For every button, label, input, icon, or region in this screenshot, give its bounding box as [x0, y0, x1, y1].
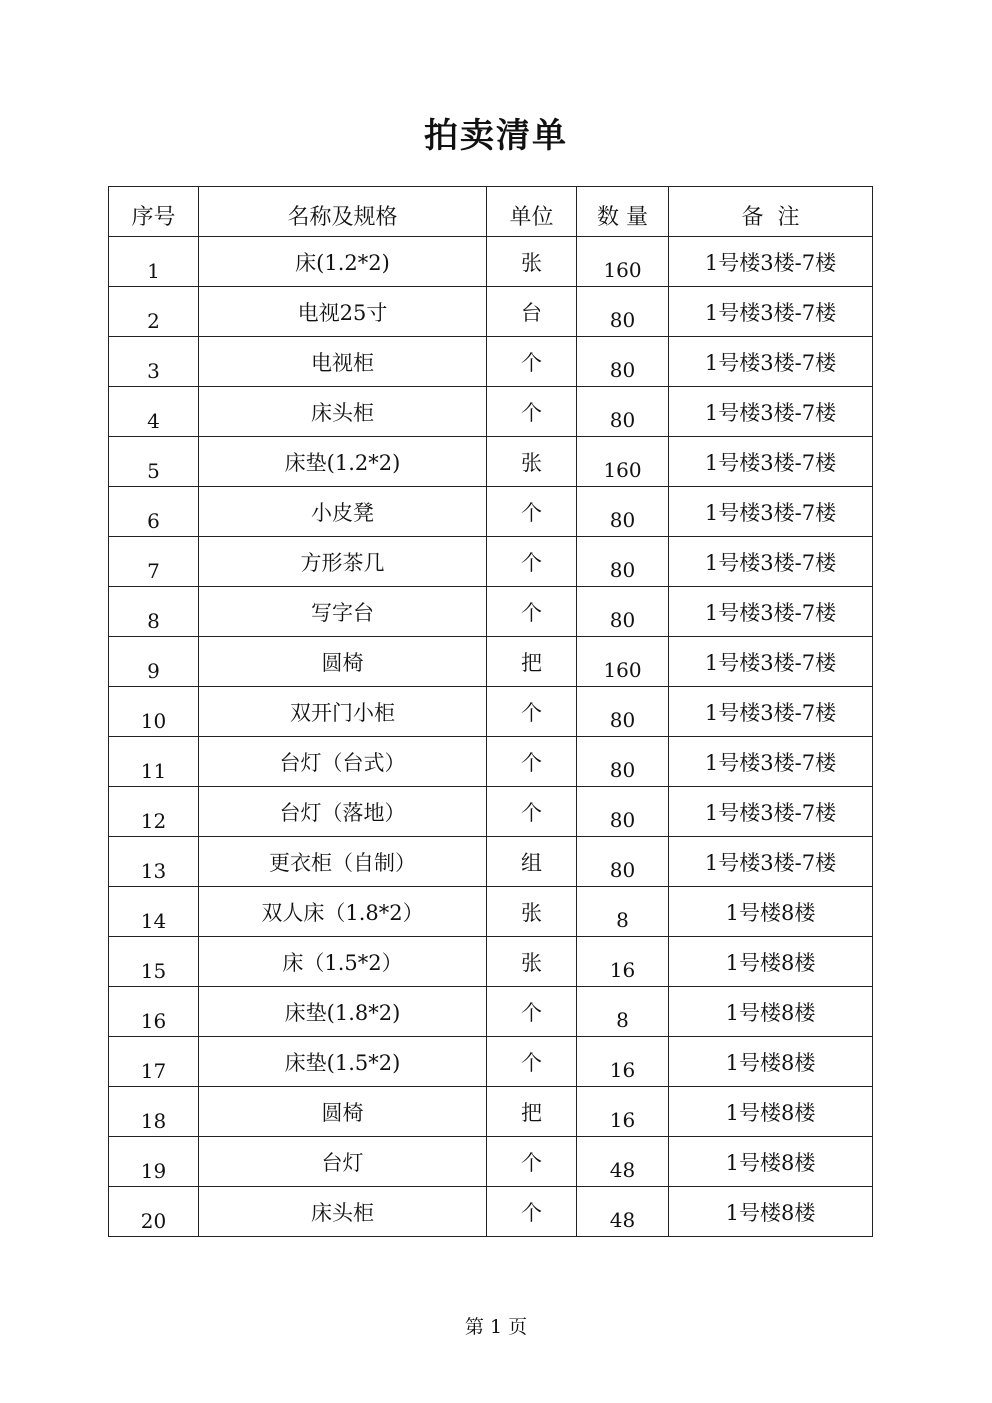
- cell-serial-number: 1: [109, 237, 199, 287]
- cell-remark: 1号楼3楼-7楼: [669, 587, 873, 637]
- cell-item-name: 台灯（台式）: [199, 737, 487, 787]
- cell-remark: 1号楼8楼: [669, 887, 873, 937]
- cell-remark: 1号楼8楼: [669, 1137, 873, 1187]
- cell-quantity: 80: [577, 537, 669, 587]
- table-header-row: [109, 187, 873, 237]
- cell-serial-number: 3: [109, 337, 199, 387]
- cell-unit: 个: [487, 537, 577, 587]
- cell-remark: 1号楼8楼: [669, 987, 873, 1037]
- cell-remark: 1号楼3楼-7楼: [669, 437, 873, 487]
- cell-quantity: 80: [577, 487, 669, 537]
- table-row: [109, 1137, 873, 1187]
- table-row: [109, 537, 873, 587]
- cell-serial-number: 10: [109, 687, 199, 737]
- table-row: [109, 587, 873, 637]
- cell-item-name: 床(1.2*2): [199, 237, 487, 287]
- cell-quantity: 16: [577, 1037, 669, 1087]
- cell-item-name: 写字台: [199, 587, 487, 637]
- table-row: [109, 387, 873, 437]
- header-serial-number: 序号: [109, 187, 199, 237]
- cell-remark: 1号楼3楼-7楼: [669, 337, 873, 387]
- cell-unit: 个: [487, 987, 577, 1037]
- cell-unit: 个: [487, 687, 577, 737]
- table-row: [109, 487, 873, 537]
- cell-item-name: 圆椅: [199, 637, 487, 687]
- cell-serial-number: 16: [109, 987, 199, 1037]
- table-row: [109, 687, 873, 737]
- cell-item-name: 双人床（1.8*2）: [199, 887, 487, 937]
- cell-quantity: 16: [577, 1087, 669, 1137]
- cell-serial-number: 5: [109, 437, 199, 487]
- cell-quantity: 80: [577, 287, 669, 337]
- table-row: [109, 287, 873, 337]
- cell-unit: 个: [487, 787, 577, 837]
- cell-quantity: 8: [577, 887, 669, 937]
- header-remarks: 备 注: [669, 187, 873, 237]
- cell-item-name: 床（1.5*2）: [199, 937, 487, 987]
- table-row: [109, 887, 873, 937]
- cell-serial-number: 11: [109, 737, 199, 787]
- cell-unit: 个: [487, 387, 577, 437]
- cell-remark: 1号楼3楼-7楼: [669, 537, 873, 587]
- cell-item-name: 床垫(1.2*2): [199, 437, 487, 487]
- cell-quantity: 8: [577, 987, 669, 1037]
- header-unit: 单位: [487, 187, 577, 237]
- cell-remark: 1号楼3楼-7楼: [669, 737, 873, 787]
- cell-item-name: 床头柜: [199, 387, 487, 437]
- table-row: [109, 1087, 873, 1137]
- cell-remark: 1号楼3楼-7楼: [669, 837, 873, 887]
- table-row: [109, 837, 873, 887]
- cell-serial-number: 6: [109, 487, 199, 537]
- cell-unit: 个: [487, 1187, 577, 1237]
- cell-quantity: 48: [577, 1137, 669, 1187]
- cell-unit: 张: [487, 437, 577, 487]
- cell-unit: 个: [487, 587, 577, 637]
- table-row: [109, 1037, 873, 1087]
- document-title: 拍卖清单: [424, 116, 568, 156]
- cell-unit: 个: [487, 1137, 577, 1187]
- cell-serial-number: 19: [109, 1137, 199, 1187]
- cell-item-name: 圆椅: [199, 1087, 487, 1137]
- cell-item-name: 电视柜: [199, 337, 487, 387]
- cell-remark: 1号楼3楼-7楼: [669, 787, 873, 837]
- cell-serial-number: 2: [109, 287, 199, 337]
- cell-unit: 个: [487, 1037, 577, 1087]
- cell-remark: 1号楼3楼-7楼: [669, 387, 873, 437]
- table-row: [109, 1187, 873, 1237]
- page-number: 第 1 页: [464, 1316, 528, 1338]
- cell-item-name: 床头柜: [199, 1187, 487, 1237]
- cell-unit: 台: [487, 287, 577, 337]
- cell-quantity: 80: [577, 737, 669, 787]
- cell-serial-number: 15: [109, 937, 199, 987]
- cell-quantity: 80: [577, 787, 669, 837]
- cell-unit: 个: [487, 737, 577, 787]
- cell-item-name: 小皮凳: [199, 487, 487, 537]
- cell-quantity: 160: [577, 437, 669, 487]
- cell-item-name: 电视25寸: [199, 287, 487, 337]
- cell-serial-number: 7: [109, 537, 199, 587]
- cell-quantity: 80: [577, 337, 669, 387]
- cell-item-name: 台灯（落地）: [199, 787, 487, 837]
- cell-quantity: 80: [577, 587, 669, 637]
- cell-item-name: 床垫(1.5*2): [199, 1037, 487, 1087]
- cell-unit: 张: [487, 937, 577, 987]
- table-row: [109, 237, 873, 287]
- table-row: [109, 937, 873, 987]
- auction-list-table: [108, 186, 873, 1237]
- cell-serial-number: 8: [109, 587, 199, 637]
- cell-unit: 把: [487, 637, 577, 687]
- cell-quantity: 16: [577, 937, 669, 987]
- cell-serial-number: 14: [109, 887, 199, 937]
- header-name-spec: 名称及规格: [199, 187, 487, 237]
- cell-unit: 组: [487, 837, 577, 887]
- table-row: [109, 437, 873, 487]
- cell-quantity: 80: [577, 837, 669, 887]
- table-row: [109, 987, 873, 1037]
- cell-quantity: 160: [577, 237, 669, 287]
- cell-remark: 1号楼3楼-7楼: [669, 287, 873, 337]
- cell-unit: 个: [487, 487, 577, 537]
- cell-unit: 把: [487, 1087, 577, 1137]
- cell-remark: 1号楼3楼-7楼: [669, 637, 873, 687]
- table-row: [109, 637, 873, 687]
- cell-quantity: 48: [577, 1187, 669, 1237]
- cell-remark: 1号楼8楼: [669, 1037, 873, 1087]
- cell-item-name: 双开门小柜: [199, 687, 487, 737]
- cell-quantity: 80: [577, 687, 669, 737]
- table-row: [109, 337, 873, 387]
- cell-item-name: 更衣柜（自制）: [199, 837, 487, 887]
- cell-remark: 1号楼3楼-7楼: [669, 237, 873, 287]
- cell-remark: 1号楼3楼-7楼: [669, 487, 873, 537]
- table-body: [109, 237, 873, 1237]
- cell-unit: 个: [487, 337, 577, 387]
- cell-remark: 1号楼8楼: [669, 1187, 873, 1237]
- cell-serial-number: 13: [109, 837, 199, 887]
- cell-unit: 张: [487, 237, 577, 287]
- cell-item-name: 床垫(1.8*2): [199, 987, 487, 1037]
- cell-serial-number: 17: [109, 1037, 199, 1087]
- cell-serial-number: 4: [109, 387, 199, 437]
- header-quantity: 数 量: [577, 187, 669, 237]
- cell-serial-number: 20: [109, 1187, 199, 1237]
- table-row: [109, 787, 873, 837]
- table-row: [109, 737, 873, 787]
- cell-quantity: 160: [577, 637, 669, 687]
- cell-remark: 1号楼3楼-7楼: [669, 687, 873, 737]
- cell-remark: 1号楼8楼: [669, 1087, 873, 1137]
- cell-quantity: 80: [577, 387, 669, 437]
- cell-item-name: 台灯: [199, 1137, 487, 1187]
- cell-remark: 1号楼8楼: [669, 937, 873, 987]
- cell-serial-number: 9: [109, 637, 199, 687]
- cell-unit: 张: [487, 887, 577, 937]
- cell-serial-number: 12: [109, 787, 199, 837]
- cell-serial-number: 18: [109, 1087, 199, 1137]
- cell-item-name: 方形茶几: [199, 537, 487, 587]
